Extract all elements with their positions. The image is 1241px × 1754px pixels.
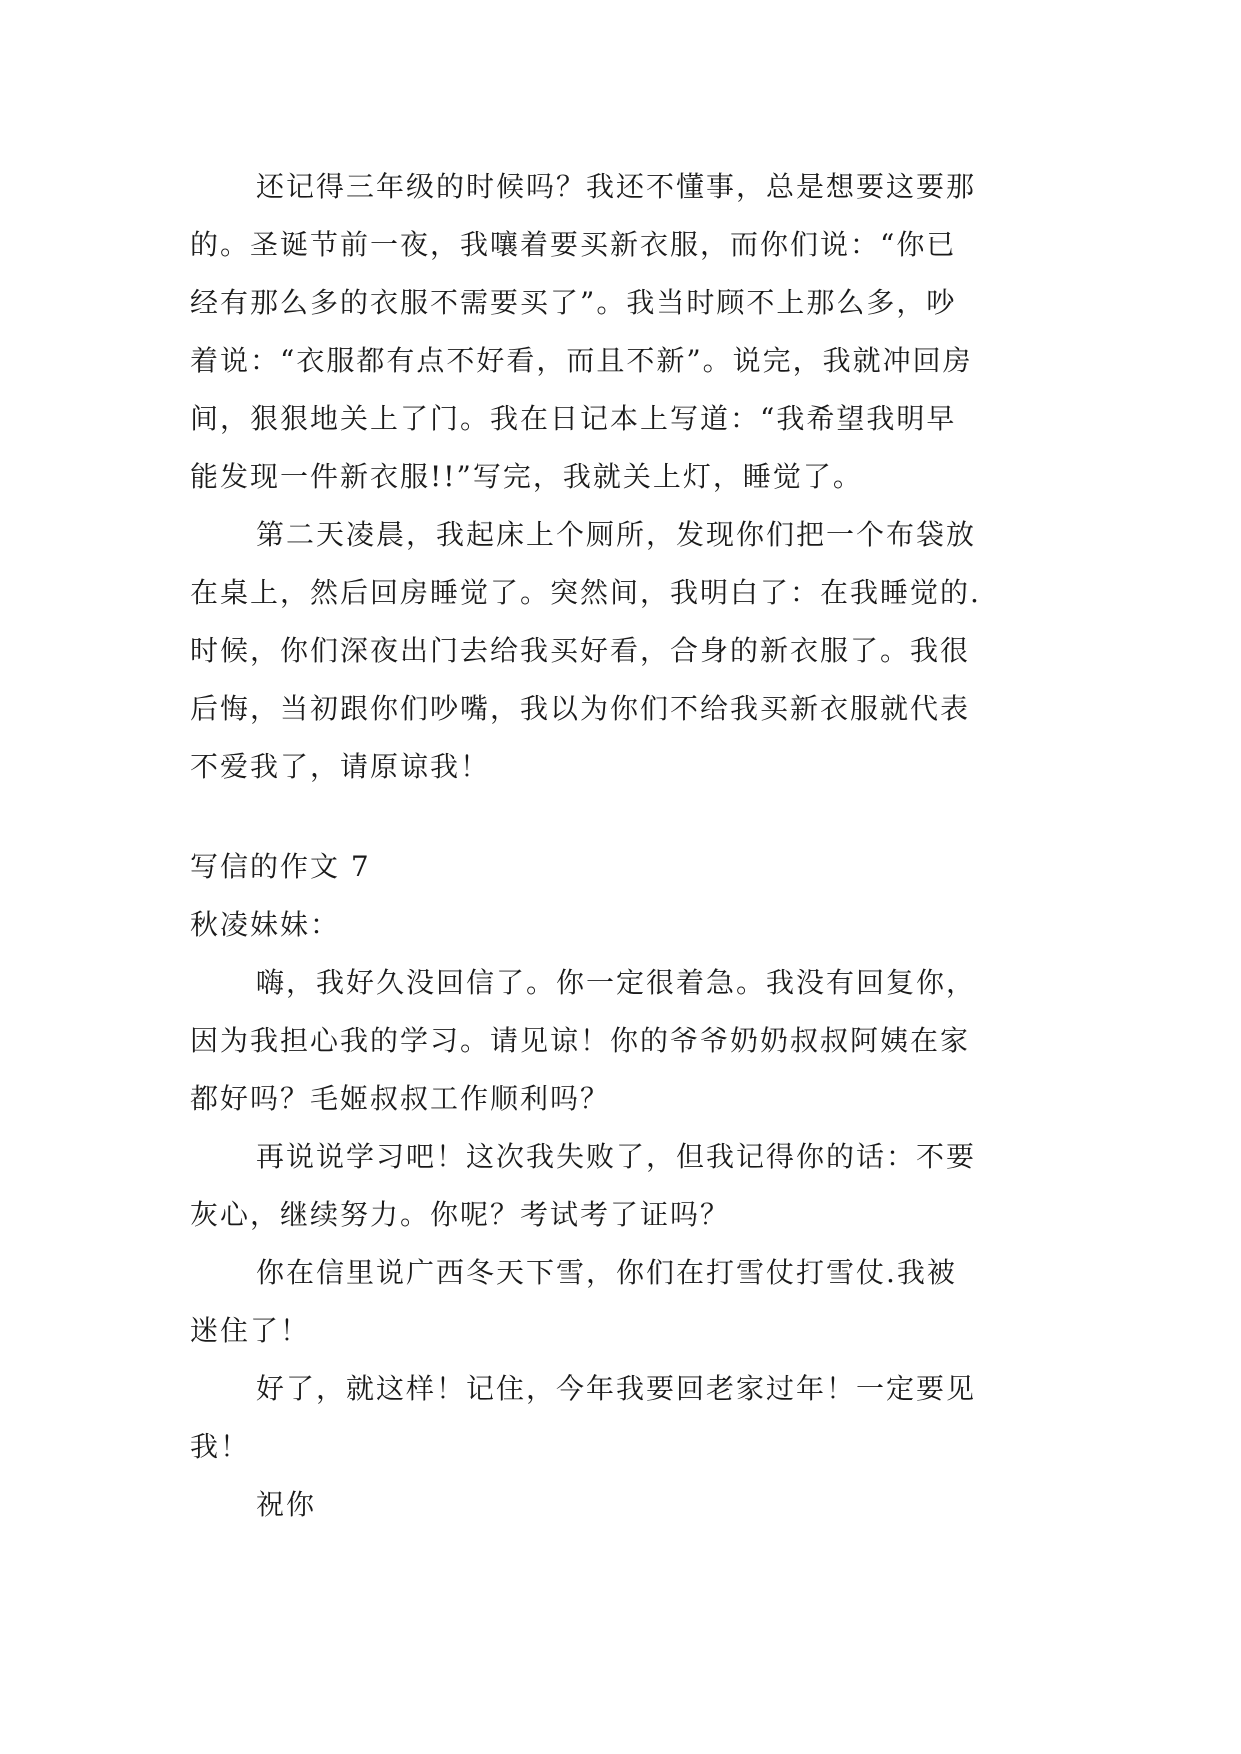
paragraph-line: 因为我担心我的学习。请见谅！你的爷爷奶奶叔叔阿姨在家 xyxy=(190,1024,971,1057)
paragraph-line: 灰心，继续努力。你呢？考试考了证吗？ xyxy=(190,1198,731,1231)
paragraph-line: 在桌上，然后回房睡觉了。突然间，我明白了：在我睡觉的. xyxy=(190,576,981,609)
letter-salutation: 秋凌妹妹： xyxy=(190,908,341,941)
paragraph-line: 再说说学习吧！这次我失败了，但我记得你的话：不要 xyxy=(256,1140,977,1173)
paragraph-line: 你在信里说广西冬天下雪，你们在打雪仗打雪仗.我被 xyxy=(256,1256,957,1289)
paragraph-line: 间，狠狠地关上了门。我在日记本上写道：“我希望我明早 xyxy=(190,402,957,435)
paragraph-line: 的。圣诞节前一夜，我嚷着要买新衣服，而你们说：“你已 xyxy=(190,228,957,261)
paragraph-line: 能发现一件新衣服!!”写完，我就关上灯，睡觉了。 xyxy=(190,460,863,493)
document-page xyxy=(190,158,1050,1534)
paragraph-line: 着说：“衣服都有点不好看，而且不新”。说完，我就冲回房 xyxy=(190,344,973,377)
letter-section-7 xyxy=(190,838,1050,1534)
letter-closing: 祝你 xyxy=(256,1488,317,1521)
section-title: 写信的作文 7 xyxy=(190,850,371,883)
paragraph-line: 都好吗？毛姬叔叔工作顺利吗？ xyxy=(190,1082,611,1115)
paragraph-line: 经有那么多的衣服不需要买了”。我当时顾不上那么多，吵 xyxy=(190,286,957,319)
paragraph-line: 不爱我了，请原谅我！ xyxy=(190,750,491,783)
paragraph-line: 后悔，当初跟你们吵嘴，我以为你们不给我买新衣服就代表 xyxy=(190,692,971,725)
letter-body-part-1 xyxy=(190,158,1050,796)
paragraph-line: 嗨，我好久没回信了。你一定很着急。我没有回复你， xyxy=(256,966,977,999)
paragraph-line: 好了，就这样！记住，今年我要回老家过年！一定要见 xyxy=(256,1372,977,1405)
paragraph-line: 第二天凌晨，我起床上个厕所，发现你们把一个布袋放 xyxy=(256,518,977,551)
section-spacer xyxy=(190,796,1050,838)
paragraph-line: 时候，你们深夜出门去给我买好看，合身的新衣服了。我很 xyxy=(190,634,971,667)
paragraph-line: 迷住了！ xyxy=(190,1314,311,1347)
paragraph-line: 还记得三年级的时候吗？我还不懂事，总是想要这要那 xyxy=(256,170,977,203)
paragraph-line: 我！ xyxy=(190,1430,251,1463)
